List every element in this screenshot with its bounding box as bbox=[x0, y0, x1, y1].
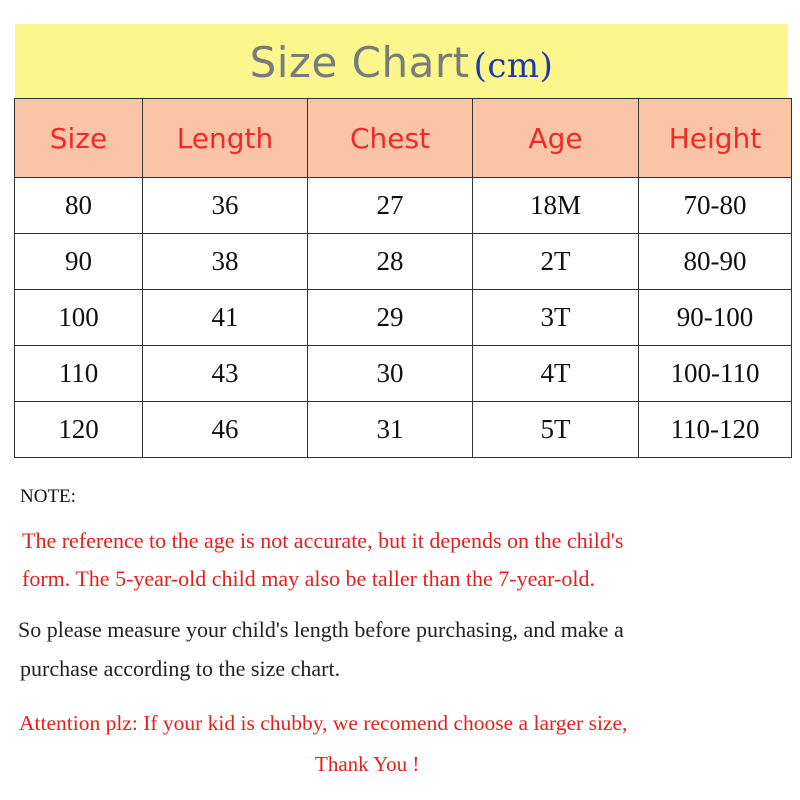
header-height: Height bbox=[639, 99, 792, 178]
page-title bbox=[15, 38, 788, 87]
cell-chest: 28 bbox=[308, 234, 473, 290]
table-row bbox=[15, 178, 792, 234]
table-row bbox=[15, 234, 792, 290]
cell-size: 100 bbox=[15, 290, 143, 346]
measure-advice-line-1: So please measure your child's length before purchasing, and make a bbox=[18, 617, 624, 642]
cell-height: 90-100 bbox=[639, 290, 792, 346]
cell-age: 4T bbox=[473, 346, 639, 402]
cell-size: 90 bbox=[15, 234, 143, 290]
measure-advice-line-2: purchase according to the size chart. bbox=[20, 656, 341, 681]
cell-age: 18M bbox=[473, 178, 639, 234]
attention-note: Attention plz: If your kid is chubby, we recomend choose a larger size, bbox=[19, 711, 628, 735]
table-row bbox=[15, 346, 792, 402]
header-length: Length bbox=[143, 99, 308, 178]
cell-size: 110 bbox=[15, 346, 143, 402]
title-banner bbox=[15, 24, 788, 98]
cell-age: 5T bbox=[473, 402, 639, 458]
cell-size: 80 bbox=[15, 178, 143, 234]
note-heading: NOTE: bbox=[20, 486, 76, 507]
age-disclaimer-line-2: form. The 5-year-old child may also be taller than the 7-year-old. bbox=[22, 566, 595, 591]
table-row bbox=[15, 290, 792, 346]
cell-age: 2T bbox=[473, 234, 639, 290]
cell-height: 80-90 bbox=[639, 234, 792, 290]
cell-height: 110-120 bbox=[639, 402, 792, 458]
cell-age: 3T bbox=[473, 290, 639, 346]
cell-length: 43 bbox=[143, 346, 308, 402]
cell-height: 70-80 bbox=[639, 178, 792, 234]
size-table bbox=[14, 98, 792, 458]
cell-length: 46 bbox=[143, 402, 308, 458]
title-text: Size Chart bbox=[249, 38, 470, 87]
cell-height: 100-110 bbox=[639, 346, 792, 402]
cell-chest: 27 bbox=[308, 178, 473, 234]
header-chest: Chest bbox=[308, 99, 473, 178]
cell-chest: 29 bbox=[308, 290, 473, 346]
cell-chest: 30 bbox=[308, 346, 473, 402]
header-age: Age bbox=[473, 99, 639, 178]
cell-size: 120 bbox=[15, 402, 143, 458]
thank-you-note: Thank You ! bbox=[315, 752, 420, 776]
cell-length: 41 bbox=[143, 290, 308, 346]
cell-length: 38 bbox=[143, 234, 308, 290]
table-header-row bbox=[15, 99, 792, 178]
header-size: Size bbox=[15, 99, 143, 178]
table-row bbox=[15, 402, 792, 458]
age-disclaimer-line-1: The reference to the age is not accurate, but it depends on the child's bbox=[22, 528, 624, 553]
title-unit: (cm) bbox=[473, 46, 554, 86]
cell-chest: 31 bbox=[308, 402, 473, 458]
cell-length: 36 bbox=[143, 178, 308, 234]
